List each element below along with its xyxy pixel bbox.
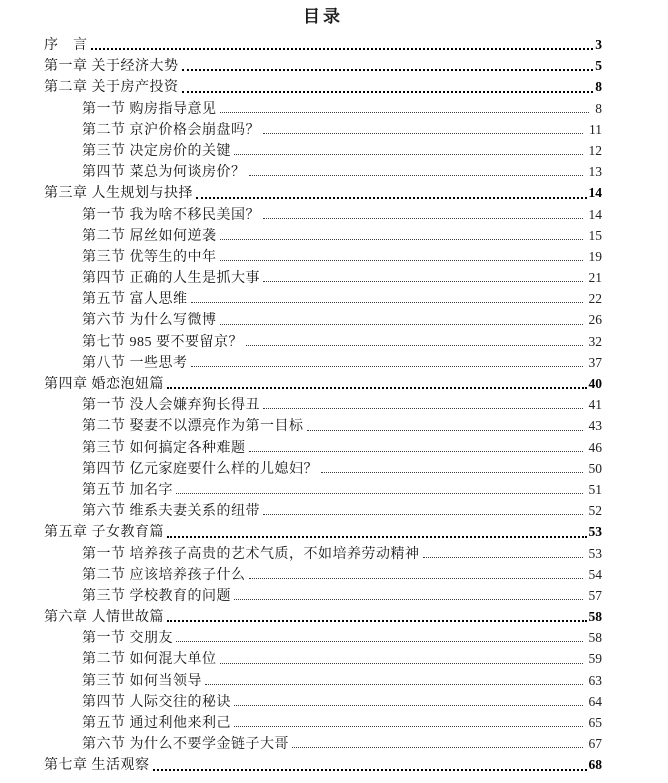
toc-entry[interactable] [44,161,602,182]
dot-leader-icon [263,133,583,134]
toc-entry-page: 11 [589,121,602,137]
dot-leader-icon [182,91,594,93]
dot-leader-icon [167,620,587,622]
dot-leader-icon [234,705,583,706]
toc-entry-label: 第七章 生活观察 [44,758,150,774]
toc-entry-label: 第八节 一些思考 [82,355,188,371]
toc-entry-page: 26 [588,312,602,328]
dot-leader-icon [182,69,594,71]
toc-entry[interactable] [44,309,602,330]
toc-entry[interactable] [44,34,602,55]
toc-list [44,34,602,776]
toc-entry-page: 32 [588,333,602,349]
toc-entry-page: 65 [588,715,602,730]
toc-entry[interactable] [44,754,602,775]
toc-entry-label: 第六节 为什么不要学金链子大哥 [82,737,289,753]
toc-entry-page: 63 [588,672,602,688]
toc-entry-label: 第一章 关于经济大势 [44,59,179,75]
toc-entry[interactable] [44,415,602,436]
toc-entry-page: 8 [595,79,602,95]
dot-leader-icon [91,48,594,50]
toc-entry-page: 59 [588,651,602,667]
dot-leader-icon [263,218,583,219]
dot-leader-icon [191,366,583,367]
toc-entry-label: 第二节 娶妻不以漂亮作为第一目标 [82,419,304,435]
dot-leader-icon [234,154,583,155]
toc-entry-page: 53 [588,524,602,540]
toc-entry-label: 第一节 我为啥不移民美国？ [82,207,260,223]
toc-entry-page: 15 [588,227,602,243]
toc-entry-label: 序 言 [44,38,88,53]
toc-entry[interactable] [44,691,602,712]
toc-entry[interactable] [44,394,602,415]
dot-leader-icon [220,324,583,325]
toc-entry-page: 14 [588,185,602,201]
toc-entry-page: 50 [588,460,602,476]
toc-entry[interactable] [44,119,602,140]
toc-entry-page: 54 [588,566,602,582]
toc-entry[interactable] [44,140,602,161]
toc-entry-label: 第二节 如何混大单位 [82,652,217,668]
toc-entry-label: 第一节 培养孩子高贵的艺术气质，不如培养劳动精神 [82,546,420,562]
toc-entry-page: 37 [588,354,602,370]
toc-entry[interactable] [44,543,602,564]
toc-entry-label: 第四节 菜总为何谈房价？ [82,165,246,181]
toc-entry-page: 22 [588,291,602,307]
toc-entry-label: 第四节 人际交往的秘诀 [82,694,231,710]
dot-leader-icon [234,726,583,727]
toc-entry-page: 13 [588,164,602,180]
toc-entry-label: 第三节 学校教育的问题 [82,588,231,604]
dot-leader-icon [153,769,587,771]
dot-leader-icon [205,684,583,685]
toc-entry[interactable] [44,733,602,754]
toc-entry[interactable] [44,585,602,606]
toc-entry-label: 第六节 为什么写微博 [82,313,217,329]
toc-entry[interactable] [44,288,602,309]
dot-leader-icon [292,747,583,748]
dot-leader-icon [234,599,583,600]
toc-entry-label: 第三节 如何当领导 [82,673,202,689]
toc-entry-page: 43 [588,418,602,434]
dot-leader-icon [167,387,587,389]
toc-entry-label: 第二章 关于房产投资 [44,80,179,96]
toc-entry-page: 58 [588,630,602,646]
dot-leader-icon [220,663,583,664]
toc-entry-label: 第二节 屌丝如何逆袭 [82,228,217,244]
toc-entry-page: 41 [588,397,602,413]
dot-leader-icon [307,430,583,431]
toc-entry-label: 第三节 决定房价的关键 [82,143,231,159]
toc-entry[interactable] [44,648,602,669]
dot-leader-icon [220,239,583,240]
toc-entry-label: 第七节 985 要不要留京？ [82,334,243,350]
toc-entry-page: 46 [588,439,602,455]
toc-entry-label: 第四章 婚恋泡妞篇 [44,377,164,392]
toc-entry-label: 第六节 维系夫妻关系的纽带 [82,504,260,520]
dot-leader-icon [249,451,583,452]
toc-entry-page: 57 [588,587,602,603]
toc-entry-label: 第一节 没人会嫌弃狗长得丑 [82,398,260,414]
toc-entry[interactable] [44,55,602,76]
toc-entry-page: 68 [588,757,602,773]
toc-entry-page: 52 [588,503,602,519]
dot-leader-icon [263,281,583,282]
toc-entry[interactable] [44,225,602,246]
toc-entry[interactable] [44,500,602,521]
toc-entry-label: 第六章 人情世故篇 [44,610,164,626]
dot-leader-icon [249,578,583,579]
toc-entry[interactable] [44,458,602,479]
toc-entry-label: 第五节 加名字 [82,482,173,498]
toc-entry[interactable] [44,437,602,458]
toc-entry-page: 67 [588,736,602,752]
dot-leader-icon [191,302,583,303]
toc-entry-label: 第三节 优等生的中年 [82,249,217,265]
toc-entry[interactable] [44,479,602,500]
toc-entry[interactable] [44,627,602,648]
toc-entry[interactable] [44,712,602,733]
toc-entry-page: 19 [588,248,602,264]
toc-entry[interactable] [44,267,602,288]
toc-entry[interactable] [44,98,602,119]
toc-entry[interactable] [44,352,602,373]
toc-entry-label: 第五章 子女教育篇 [44,525,164,541]
toc-entry-page: 40 [588,376,602,391]
toc-entry[interactable] [44,246,602,267]
toc-entry[interactable] [44,373,602,394]
toc-entry[interactable] [44,670,602,691]
toc-entry-page: 3 [595,37,602,52]
toc-entry-label: 第三节 如何搞定各种难题 [82,440,246,456]
dot-leader-icon [321,472,583,473]
dot-leader-icon [246,345,583,346]
toc-entry-label: 第五节 通过利他来利己 [82,716,231,731]
toc-entry-label: 第四节 正确的人生是抓大事 [82,271,260,287]
toc-entry[interactable] [44,331,602,352]
toc-entry-page: 12 [588,142,602,158]
toc-entry-label: 第五节 富人思维 [82,292,188,308]
toc-entry-page: 21 [588,270,602,286]
toc-entry-label: 第四节 亿元家庭要什么样的儿媳妇？ [82,461,318,477]
toc-entry-label: 第一节 购房指导意见 [82,101,217,117]
dot-leader-icon [176,493,583,494]
dot-leader-icon [196,197,587,199]
dot-leader-icon [423,557,583,558]
toc-entry-label: 第一节 交朋友 [82,631,173,647]
toc-entry[interactable] [44,182,602,203]
toc-entry[interactable] [44,521,602,542]
dot-leader-icon [263,408,583,409]
toc-entry-page: 8 [595,100,602,116]
dot-leader-icon [220,112,590,113]
toc-entry-label: 第二节 京沪价格会崩盘吗？ [82,122,260,138]
toc-entry[interactable] [44,76,602,97]
dot-leader-icon [263,514,583,515]
dot-leader-icon [176,641,583,642]
toc-entry-page: 5 [595,58,602,74]
toc-entry-page: 51 [588,481,602,497]
toc-entry[interactable] [44,564,602,585]
dot-leader-icon [167,536,587,538]
toc-entry-page: 64 [588,693,602,709]
toc-entry-label: 第二节 应该培养孩子什么 [82,567,246,583]
toc-entry[interactable] [44,204,602,225]
toc-entry-page: 58 [588,609,602,625]
dot-leader-icon [249,175,583,176]
toc-entry[interactable] [44,606,602,627]
toc-entry-page: 14 [588,206,602,222]
toc-entry-page: 53 [588,545,602,561]
dot-leader-icon [220,260,583,261]
toc-entry-label: 第三章 人生规划与抉择 [44,186,193,202]
page-title: 目录 [303,7,343,26]
